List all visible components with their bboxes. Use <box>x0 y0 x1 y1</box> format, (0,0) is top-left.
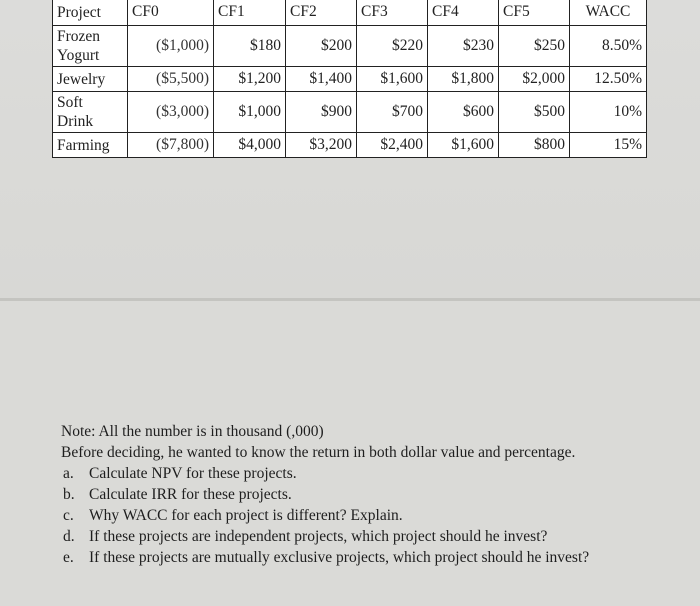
item-text: Why WACC for each project is different? Explain. <box>89 507 403 524</box>
item-marker: a. <box>63 465 74 482</box>
header-wacc: WACC <box>570 0 647 26</box>
notes-section <box>61 421 589 568</box>
project-name: Soft Drink <box>53 92 128 133</box>
cf0-cell: ($5,500) <box>128 67 214 92</box>
cf2-cell: $1,400 <box>286 67 357 92</box>
table-row <box>53 92 647 133</box>
header-cf2: CF2 <box>286 0 357 26</box>
cf1-cell: $180 <box>214 26 286 67</box>
header-cf1: CF1 <box>214 0 286 26</box>
cf3-cell: $220 <box>357 26 428 67</box>
item-marker: d. <box>63 528 75 545</box>
cf4-cell: $230 <box>428 26 499 67</box>
list-item <box>61 526 589 547</box>
wacc-cell: 12.50% <box>570 67 647 92</box>
intro-text: Before deciding, he wanted to know the return in both dollar value and percentage. <box>61 444 576 461</box>
cf1-cell: $4,000 <box>214 133 286 158</box>
wacc-cell: 15% <box>570 133 647 158</box>
cf0-cell: ($3,000) <box>128 92 214 133</box>
cf3-cell: $1,600 <box>357 67 428 92</box>
cf1-cell: $1,200 <box>214 67 286 92</box>
wacc-cell: 8.50% <box>570 26 647 67</box>
item-text: If these projects are independent projects, which project should he invest? <box>89 528 548 545</box>
cf0-cell: ($7,800) <box>128 133 214 158</box>
cf2-cell: $900 <box>286 92 357 133</box>
cf0-cell: ($1,000) <box>128 26 214 67</box>
list-item <box>61 484 589 505</box>
header-cf5: CF5 <box>499 0 570 26</box>
wacc-cell: 10% <box>570 92 647 133</box>
list-item <box>61 505 589 526</box>
table-row <box>53 26 647 67</box>
item-marker: b. <box>63 486 75 503</box>
item-text: Calculate NPV for these projects. <box>89 465 297 482</box>
header-cf4: CF4 <box>428 0 499 26</box>
item-marker: c. <box>63 507 74 524</box>
cf2-cell: $3,200 <box>286 133 357 158</box>
cf5-cell: $2,000 <box>499 67 570 92</box>
header-cf3: CF3 <box>357 0 428 26</box>
item-text: If these projects are mutually exclusive projects, which project should he invest? <box>89 549 590 566</box>
cf5-cell: $800 <box>499 133 570 158</box>
table-row <box>53 133 647 158</box>
project-name: Farming <box>53 133 128 158</box>
cf4-cell: $1,600 <box>428 133 499 158</box>
cf3-cell: $2,400 <box>357 133 428 158</box>
header-project: Project <box>53 0 128 26</box>
header-cf0: CF0 <box>128 0 214 26</box>
item-text: Calculate IRR for these projects. <box>89 486 292 503</box>
note-text: Note: All the number is in thousand (,000) <box>61 423 324 440</box>
cf1-cell: $1,000 <box>214 92 286 133</box>
list-item <box>61 463 589 484</box>
cf3-cell: $700 <box>357 92 428 133</box>
project-name: Frozen Yogurt <box>53 26 128 67</box>
project-name: Jewelry <box>53 67 128 92</box>
cf4-cell: $600 <box>428 92 499 133</box>
question-list <box>61 463 589 568</box>
table-header-row <box>53 0 647 26</box>
item-marker: e. <box>63 549 74 566</box>
cf4-cell: $1,800 <box>428 67 499 92</box>
table-row <box>53 67 647 92</box>
cash-flow-table <box>52 0 647 158</box>
list-item <box>61 547 589 568</box>
cf5-cell: $500 <box>499 92 570 133</box>
cf5-cell: $250 <box>499 26 570 67</box>
cf2-cell: $200 <box>286 26 357 67</box>
